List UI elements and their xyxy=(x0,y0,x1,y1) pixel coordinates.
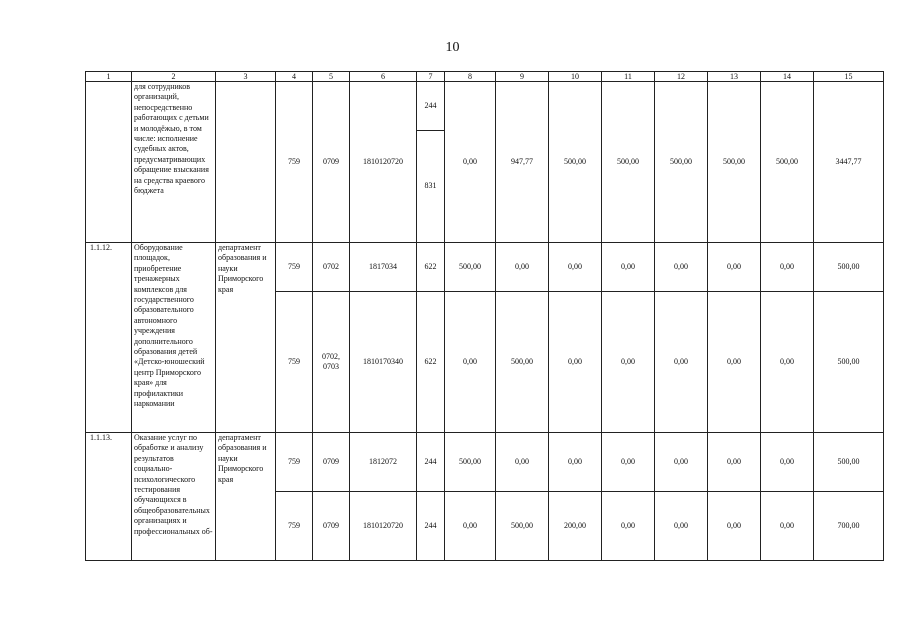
item-executor xyxy=(216,82,276,243)
item-number: 1.1.13. xyxy=(86,433,132,561)
value-cell: 500,00 xyxy=(445,243,496,292)
item-executor: департамент образования и науки Приморского края xyxy=(216,243,276,433)
header-cell: 15 xyxy=(814,72,884,82)
cell-col7: 622 xyxy=(417,292,445,433)
item-name: Оказание услуг по обработке и анализу результатов социально-психологического тестирования обучающихся в общеобразовательных организациях и профессиональных об- xyxy=(132,433,216,561)
value-cell: 3447,77 xyxy=(814,82,884,243)
value-cell: 500,00 xyxy=(814,433,884,492)
cell-col5: 0709 xyxy=(313,433,350,492)
cell-col7: 244 xyxy=(417,492,445,561)
value-cell: 0,00 xyxy=(708,492,761,561)
page-number: 10 xyxy=(445,40,460,55)
cell-col5: 0709 xyxy=(313,492,350,561)
header-cell: 9 xyxy=(496,72,549,82)
value-cell: 200,00 xyxy=(549,492,602,561)
cell-col4: 759 xyxy=(276,243,313,292)
cell-col4: 759 xyxy=(276,492,313,561)
cell-col5: 0702, 0703 xyxy=(313,292,350,433)
value-cell: 0,00 xyxy=(708,243,761,292)
value-cell: 0,00 xyxy=(761,433,814,492)
item-number xyxy=(86,82,132,243)
cell-col6: 1810170340 xyxy=(350,292,417,433)
value-cell: 700,00 xyxy=(814,492,884,561)
value-cell: 0,00 xyxy=(655,292,708,433)
header-cell: 3 xyxy=(216,72,276,82)
header-cell: 6 xyxy=(350,72,417,82)
value-cell: 500,00 xyxy=(814,243,884,292)
header-cell: 2 xyxy=(132,72,216,82)
header-cell: 14 xyxy=(761,72,814,82)
header-cell: 13 xyxy=(708,72,761,82)
cell-col6: 1817034 xyxy=(350,243,417,292)
table-row xyxy=(86,82,884,131)
value-cell: 0,00 xyxy=(549,243,602,292)
value-cell: 500,00 xyxy=(655,82,708,243)
value-cell: 0,00 xyxy=(655,433,708,492)
cell-col5: 0702 xyxy=(313,243,350,292)
value-cell: 500,00 xyxy=(496,292,549,433)
header-cell: 5 xyxy=(313,72,350,82)
cell-col5: 0709 xyxy=(313,82,350,243)
table-row xyxy=(86,243,884,292)
cell-col6: 1810120720 xyxy=(350,82,417,243)
header-cell: 8 xyxy=(445,72,496,82)
value-cell: 0,00 xyxy=(602,433,655,492)
value-cell: 500,00 xyxy=(445,433,496,492)
value-cell: 0,00 xyxy=(549,292,602,433)
cell-col6: 1812072 xyxy=(350,433,417,492)
value-cell: 947,77 xyxy=(496,82,549,243)
cell-col7: 244 xyxy=(417,433,445,492)
value-cell: 500,00 xyxy=(549,82,602,243)
cell-col7: 244 xyxy=(417,82,445,131)
header-cell: 4 xyxy=(276,72,313,82)
value-cell: 500,00 xyxy=(708,82,761,243)
value-cell: 0,00 xyxy=(445,492,496,561)
value-cell: 0,00 xyxy=(655,243,708,292)
value-cell: 0,00 xyxy=(602,492,655,561)
value-cell: 0,00 xyxy=(761,492,814,561)
value-cell: 0,00 xyxy=(761,292,814,433)
item-name: Оборудование площадок, приобретение тренажерных комплексов для государственного образовательного автономного учреждения дополнительного образования детей «Детско-юношеский центр Приморского края» для профилактики наркомании xyxy=(132,243,216,433)
item-name: для сотрудников организаций, непосредственно работающих с детьми и молодёжью, в том числе: исполнение судебных актов, предусматривающих обращение взыскания на средства краевого бюджета xyxy=(132,82,216,243)
item-number: 1.1.12. xyxy=(86,243,132,433)
value-cell: 500,00 xyxy=(761,82,814,243)
value-cell: 0,00 xyxy=(496,433,549,492)
cell-col4: 759 xyxy=(276,82,313,243)
cell-col7: 831 xyxy=(417,131,445,243)
value-cell: 0,00 xyxy=(445,292,496,433)
header-cell: 11 xyxy=(602,72,655,82)
value-cell: 0,00 xyxy=(708,292,761,433)
value-cell: 0,00 xyxy=(655,492,708,561)
budget-table xyxy=(85,71,884,561)
value-cell: 0,00 xyxy=(445,82,496,243)
cell-col4: 759 xyxy=(276,292,313,433)
value-cell: 0,00 xyxy=(496,243,549,292)
value-cell: 0,00 xyxy=(549,433,602,492)
header-cell: 1 xyxy=(86,72,132,82)
value-cell: 0,00 xyxy=(761,243,814,292)
value-cell: 500,00 xyxy=(814,292,884,433)
value-cell: 500,00 xyxy=(496,492,549,561)
cell-col4: 759 xyxy=(276,433,313,492)
value-cell: 0,00 xyxy=(708,433,761,492)
value-cell: 0,00 xyxy=(602,243,655,292)
table-row xyxy=(86,433,884,492)
item-executor: департамент образования и науки Приморского края xyxy=(216,433,276,561)
header-row xyxy=(86,72,884,82)
value-cell: 0,00 xyxy=(602,292,655,433)
header-cell: 7 xyxy=(417,72,445,82)
cell-col7: 622 xyxy=(417,243,445,292)
value-cell: 500,00 xyxy=(602,82,655,243)
cell-col6: 1810120720 xyxy=(350,492,417,561)
header-cell: 10 xyxy=(549,72,602,82)
header-cell: 12 xyxy=(655,72,708,82)
